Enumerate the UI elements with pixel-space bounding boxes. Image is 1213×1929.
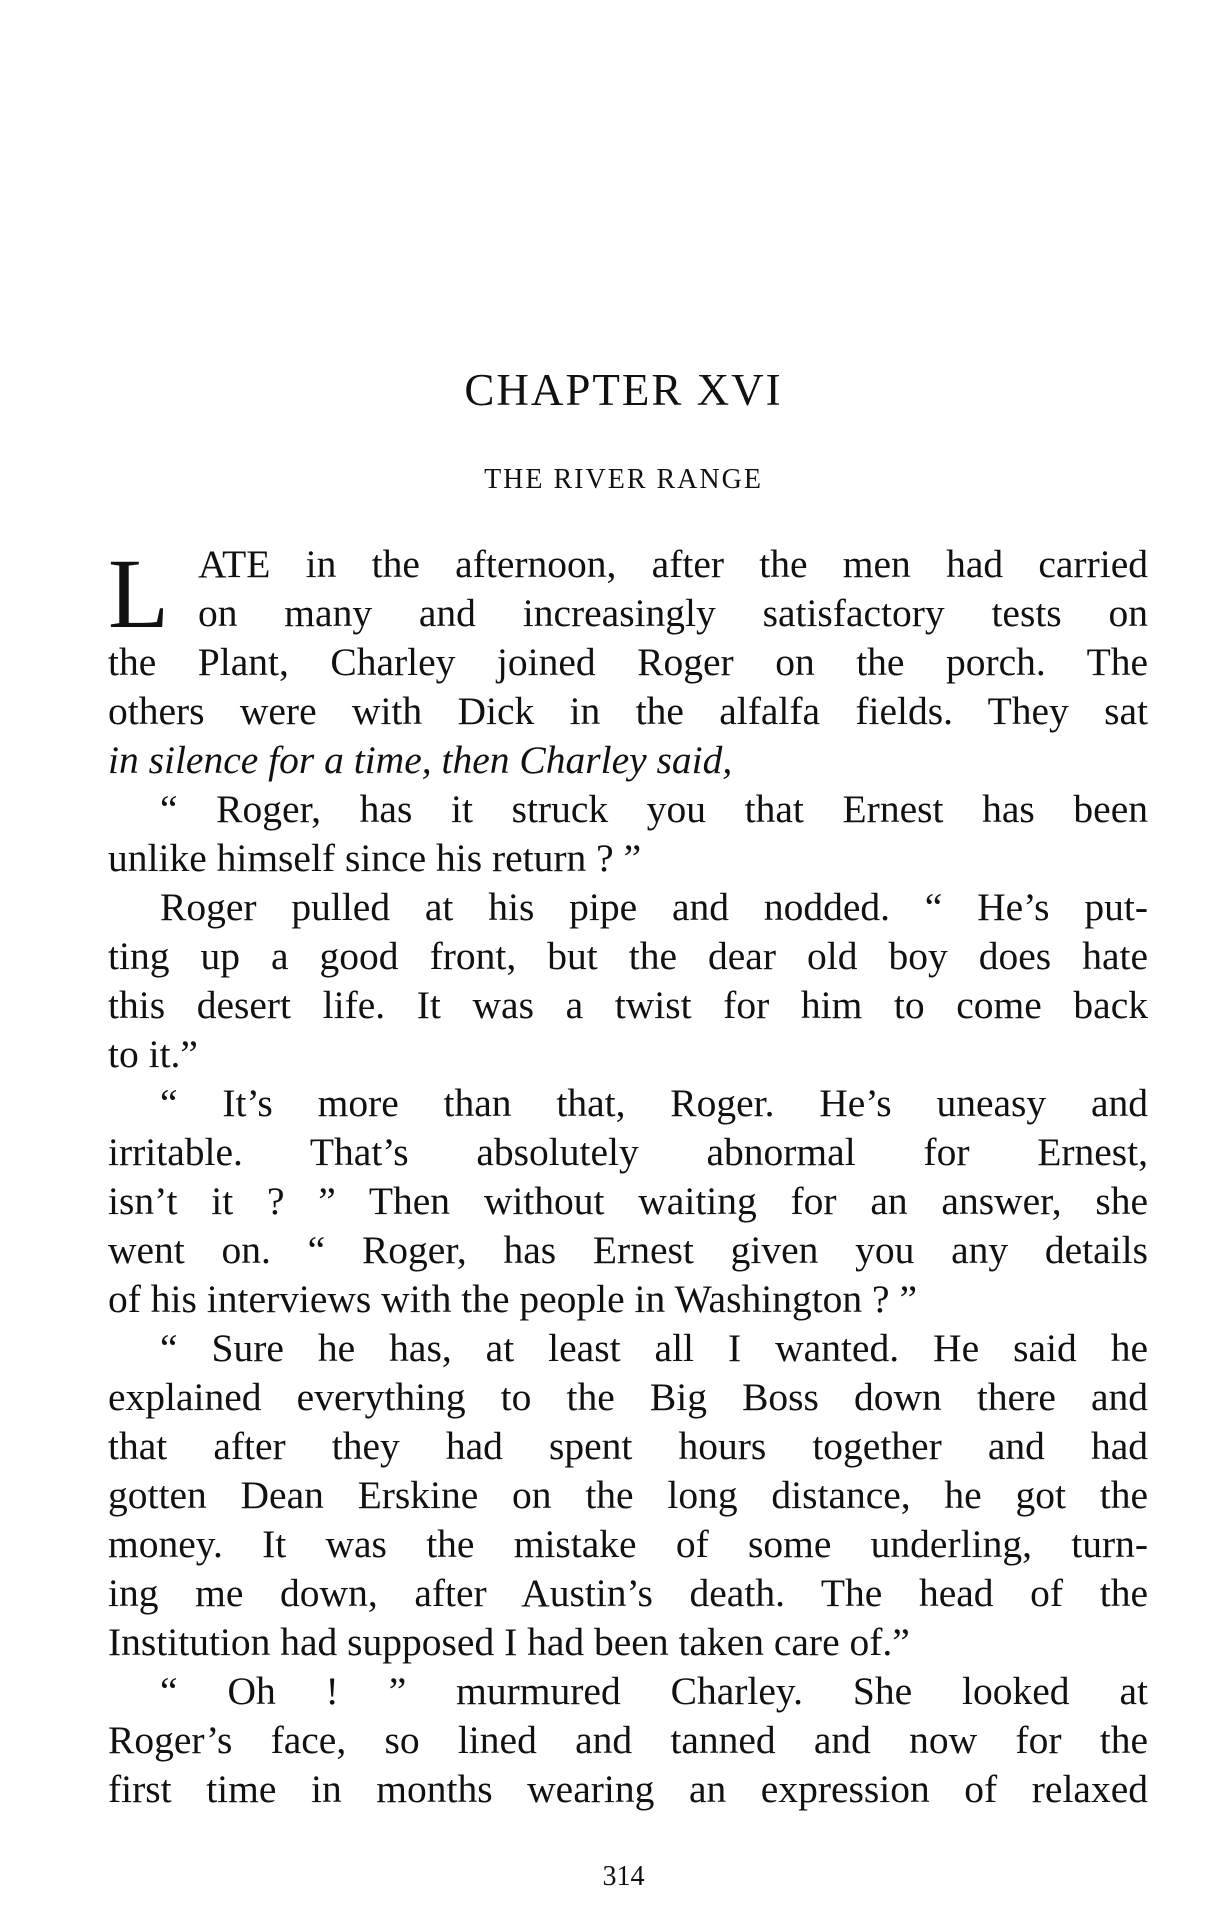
text-line: “ It’s more than that, Roger. He’s uneasy and — [160, 1081, 1148, 1125]
text-line: in silence for a time, then Charley said, — [108, 738, 733, 782]
text-line: irritable. That’s absolutely abnormal for Ernest, — [108, 1130, 1148, 1174]
text-line: gotten Dean Erskine on the long distance, he got the — [108, 1473, 1148, 1517]
chapter-title: CHAPTER XVI — [464, 365, 783, 415]
text-line: of his interviews with the people in Washington ? ” — [108, 1277, 917, 1321]
body-text — [108, 540, 1148, 1814]
text-line: ATE in the afternoon, after the men had carried — [198, 542, 1148, 586]
text-line: isn’t it ? ” Then without waiting for an answer, she — [108, 1179, 1148, 1223]
text-line: unlike himself since his return ? ” — [108, 836, 642, 880]
text-line: “ Roger, has it struck you that Ernest has been — [160, 787, 1148, 831]
text-line: this desert life. It was a twist for him to come back — [108, 983, 1148, 1027]
text-line: the Plant, Charley joined Roger on the porch. The — [108, 640, 1148, 684]
drop-cap: L — [108, 538, 170, 649]
text-line: money. It was the mistake of some underling, turn- — [108, 1522, 1148, 1566]
page-number: 314 — [602, 1861, 645, 1892]
text-line: explained everything to the Big Boss down there and — [108, 1375, 1148, 1419]
text-line: on many and increasingly satisfactory tests on — [198, 591, 1148, 635]
text-line: ing me down, after Austin’s death. The head of the — [108, 1571, 1148, 1615]
text-line: others were with Dick in the alfalfa fields. They sat — [108, 689, 1148, 733]
text-line: to it.” — [108, 1032, 198, 1076]
text-line: “ Sure he has, at least all I wanted. He said he — [160, 1326, 1148, 1370]
text-line: “ Oh ! ” murmured Charley. She looked at — [160, 1669, 1148, 1713]
text-line: Roger’s face, so lined and tanned and now for the — [108, 1718, 1148, 1762]
text-line: Institution had supposed I had been taken care of.” — [108, 1620, 910, 1664]
text-line: ting up a good front, but the dear old boy does hate — [108, 934, 1148, 978]
text-line: went on. “ Roger, has Ernest given you any details — [108, 1228, 1148, 1272]
chapter-subtitle: THE RIVER RANGE — [484, 464, 763, 495]
text-line: Roger pulled at his pipe and nodded. “ He’s put- — [160, 885, 1148, 929]
text-line: first time in months wearing an expression of relaxed — [108, 1767, 1148, 1811]
text-line: that after they had spent hours together and had — [108, 1424, 1148, 1468]
